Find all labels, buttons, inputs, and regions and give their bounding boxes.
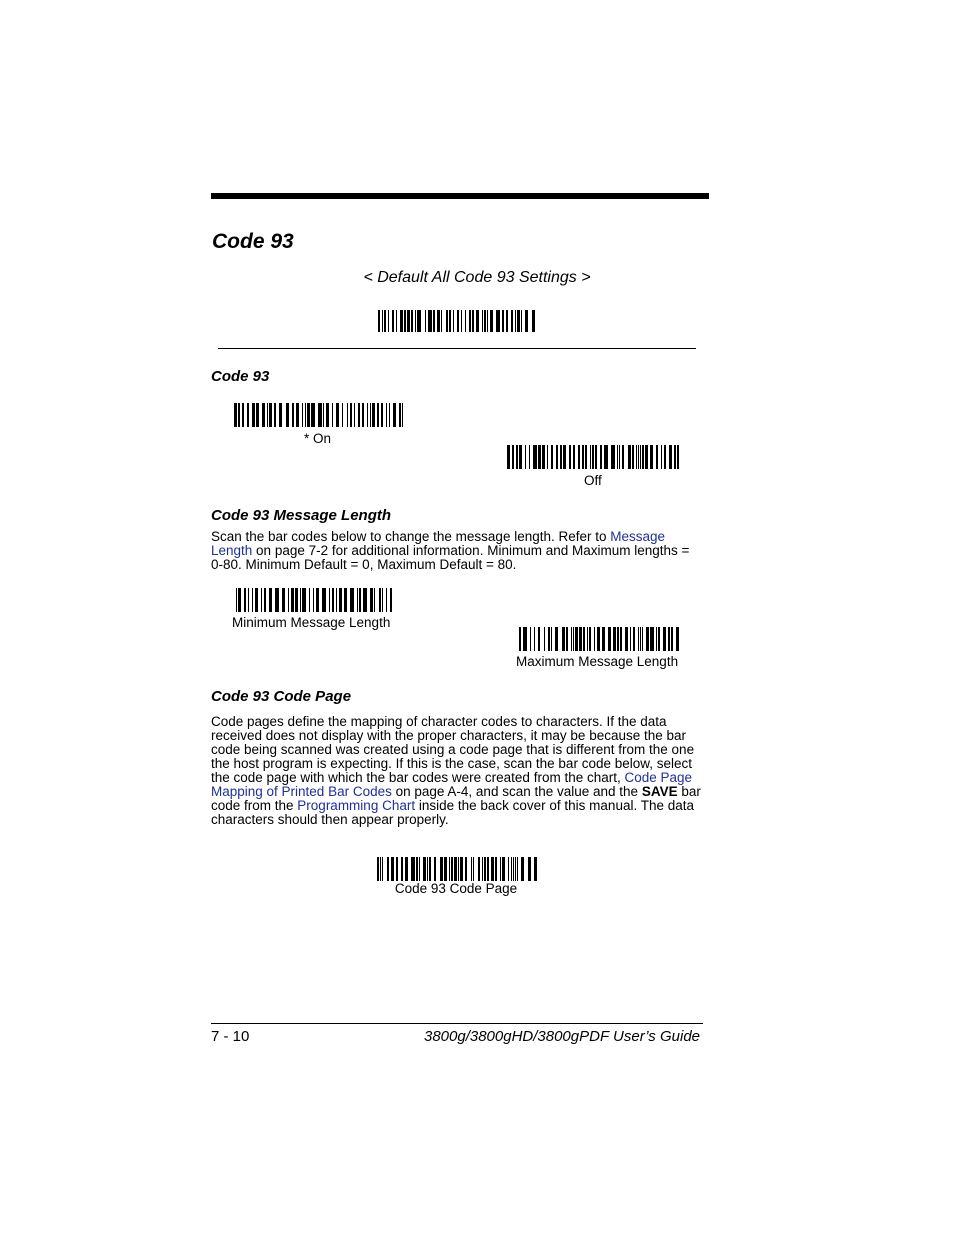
page-number: 7 - 10 [211, 1028, 250, 1045]
code-page-paragraph: Code pages define the mapping of character codes to characters. If the data received does not display with the proper characters, it may be because the bar code being scanned was created using a code page that is different from the one the host program is expecting. If this is the case, scan the bar code below, select the code page with which the bar codes were created from the chart, Code Page Mapping of Printed Bar Codes on page A-4, and scan the value and the SAVE bar code from the Programming Chart inside the back cover of this manual. The data characters should then appear properly. [211, 714, 701, 827]
guide-title: 3800g/3800gHD/3800gPDF User’s Guide [423, 1028, 700, 1045]
barcode-code-page[interactable] [377, 857, 537, 881]
footer-rule [211, 1023, 703, 1024]
caption-off: Off [584, 473, 602, 488]
caption-code-page: Code 93 Code Page [394, 881, 518, 896]
barcode-max-length[interactable] [519, 627, 679, 651]
message-length-paragraph: Scan the bar codes below to change the message length. Refer to Message Length on page 7-2 for additional information. Minimum and Maximum lengths = 0-80. Minimum Default = 0, Maximum Default = 80. [211, 529, 690, 572]
section-divider [218, 348, 696, 349]
page-title: Code 93 [212, 230, 294, 253]
top-rule [211, 193, 709, 199]
link-message-length[interactable]: Message Length [211, 529, 666, 558]
barcode-off[interactable] [507, 445, 679, 469]
section-title-code-page: Code 93 Code Page [211, 688, 352, 705]
barcode-default-settings[interactable] [378, 310, 538, 332]
caption-max-length: Maximum Message Length [516, 654, 679, 669]
caption-on: * On [304, 431, 332, 446]
barcode-min-length[interactable] [236, 588, 394, 612]
section-title-message-length: Code 93 Message Length [211, 507, 392, 524]
link-programming-chart[interactable]: Programming Chart [297, 798, 416, 813]
save-keyword: SAVE [641, 784, 678, 799]
default-settings-label: < Default All Code 93 Settings > [363, 269, 591, 286]
link-code-page-mapping[interactable]: Code Page Mapping of Printed Bar Codes [211, 770, 693, 799]
caption-min-length: Minimum Message Length [232, 615, 391, 630]
section-title-code93: Code 93 [211, 368, 270, 385]
barcode-on[interactable] [234, 403, 406, 427]
